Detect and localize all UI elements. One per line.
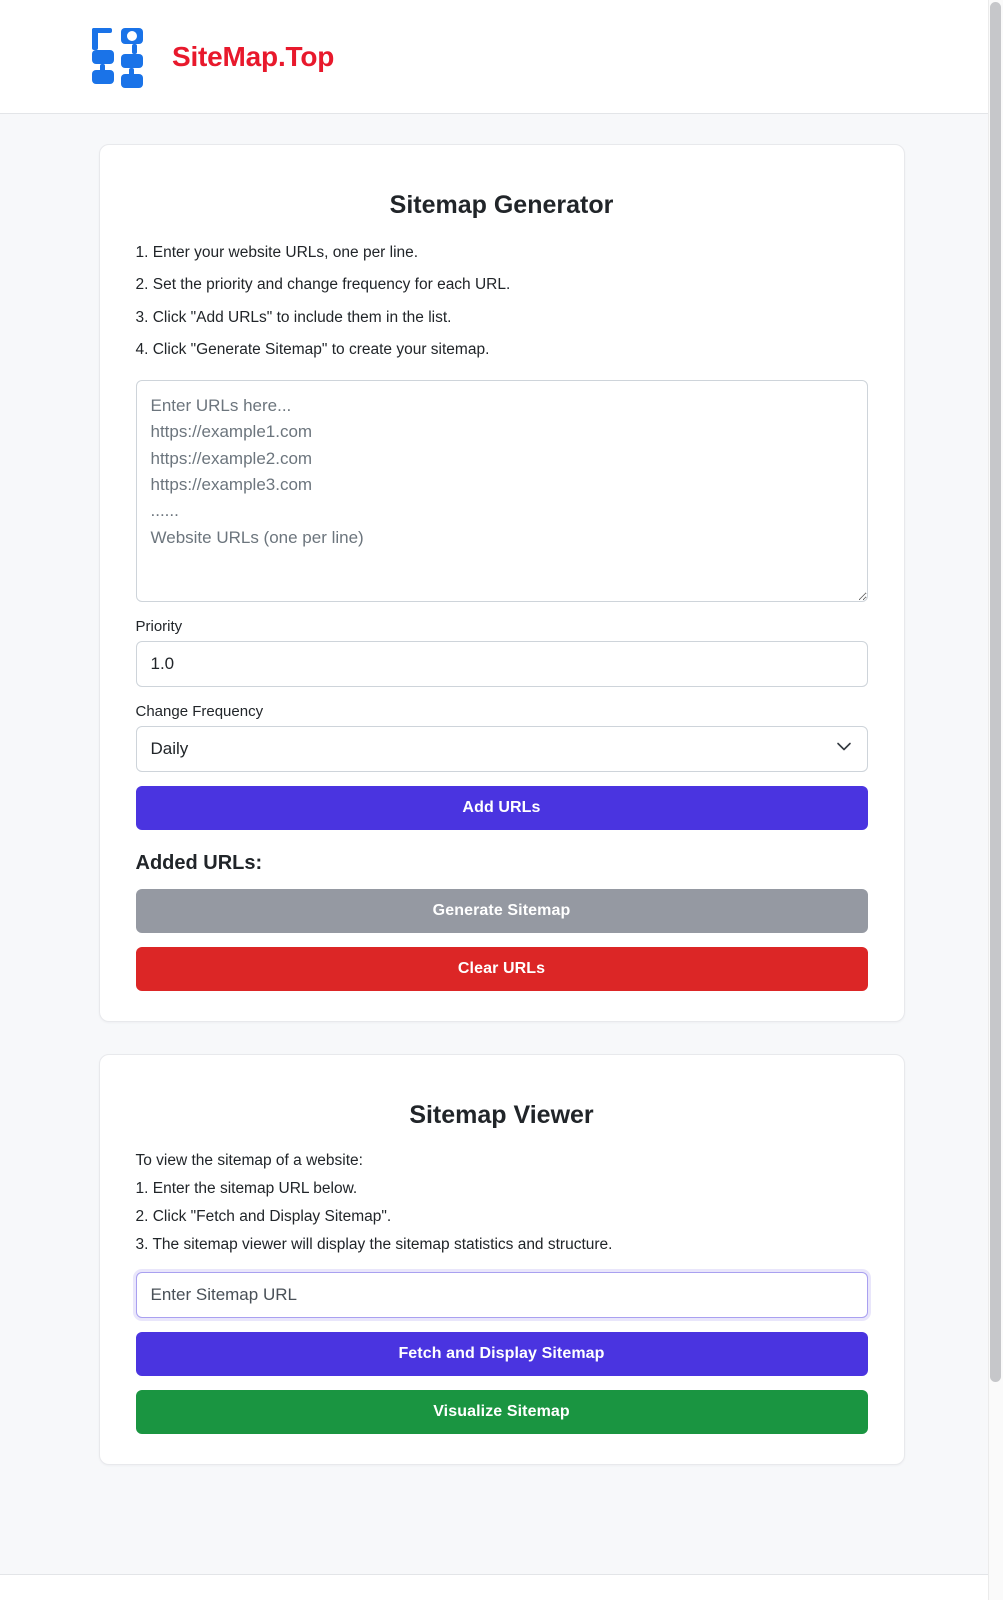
priority-label: Priority <box>135 617 183 635</box>
page-scrollbar[interactable] <box>988 0 1003 1600</box>
sitemap-viewer-card <box>99 1054 905 1465</box>
generator-step-4: 4. Click "Generate Sitemap" to create your sitemap. <box>135 341 490 359</box>
viewer-intro: To view the sitemap of a website: <box>135 1151 363 1169</box>
fetch-display-sitemap-button[interactable]: Fetch and Display Sitemap <box>136 1332 868 1376</box>
footer-strip <box>0 1574 1003 1600</box>
change-frequency-wrapper <box>136 726 868 772</box>
viewer-step-3: 3. The sitemap viewer will display the sitemap statistics and structure. <box>135 1235 613 1253</box>
generator-step-1: 1. Enter your website URLs, one per line. <box>135 244 419 261</box>
add-urls-button[interactable]: Add URLs <box>136 786 868 830</box>
viewer-title: Sitemap Viewer <box>409 1100 594 1129</box>
brand-logo-link[interactable] <box>88 24 334 90</box>
viewer-steps <box>136 1152 868 1254</box>
main-content <box>0 114 1003 1465</box>
change-frequency-label: Change Frequency <box>135 702 264 720</box>
urls-textarea[interactable] <box>136 380 868 602</box>
generator-steps <box>136 242 868 362</box>
sitemap-logo-icon <box>88 24 162 90</box>
added-urls-title: Added URLs: <box>135 851 263 874</box>
viewer-step-2: 2. Click "Fetch and Display Sitemap". <box>135 1207 392 1225</box>
change-frequency-select[interactable] <box>136 726 868 772</box>
visualize-sitemap-button[interactable]: Visualize Sitemap <box>136 1390 868 1434</box>
generate-sitemap-button[interactable]: Generate Sitemap <box>136 889 868 933</box>
priority-input[interactable] <box>136 641 868 687</box>
viewer-step-1: 1. Enter the sitemap URL below. <box>135 1179 358 1197</box>
page-scrollbar-thumb[interactable] <box>990 2 1001 1382</box>
brand-name: SiteMap.Top <box>172 40 335 72</box>
sitemap-url-input[interactable] <box>136 1272 868 1318</box>
clear-urls-button[interactable]: Clear URLs <box>136 947 868 991</box>
generator-title: Sitemap Generator <box>389 191 614 219</box>
generator-step-3: 3. Click "Add URLs" to include them in the list. <box>135 308 452 326</box>
site-header <box>0 0 1003 114</box>
sitemap-generator-card <box>99 144 905 1022</box>
generator-step-2: 2. Set the priority and change frequency for each URL. <box>135 276 511 294</box>
